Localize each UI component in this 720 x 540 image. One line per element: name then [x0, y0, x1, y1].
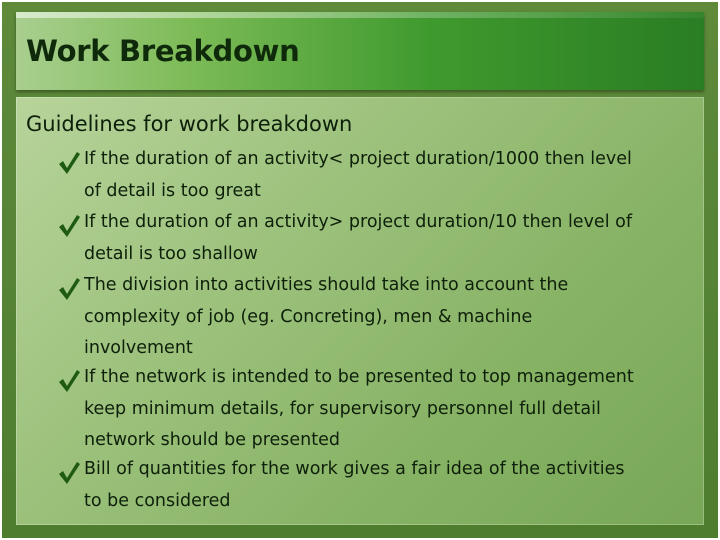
bullet-line: If the duration of an activity> project duration/10 then level of — [84, 212, 632, 232]
list-item — [60, 368, 696, 457]
check-mark-icon — [57, 460, 81, 486]
bullet-line: involvement — [84, 338, 193, 358]
bullet-line: detail is too shallow — [84, 243, 258, 264]
list-item — [60, 276, 696, 365]
list-item — [60, 150, 696, 207]
bullet-line: network should be presented — [84, 430, 341, 450]
list-item — [60, 460, 696, 517]
bullet-line: If the network is intended to be presented to top management — [84, 367, 634, 387]
page-title: Work Breakdown — [26, 34, 300, 68]
bullet-line: to be considered — [84, 490, 231, 511]
subheading: Guidelines for work breakdown — [26, 112, 353, 136]
check-mark-icon — [57, 368, 81, 394]
list-item — [60, 213, 696, 270]
check-mark-icon — [57, 276, 81, 302]
bullet-line: Bill of quantities for the work gives a fair idea of the activities — [84, 459, 625, 479]
bullet-line: keep minimum details, for supervisory personnel full detail — [84, 398, 601, 419]
bullet-line: The division into activities should take into account the — [84, 275, 569, 295]
bullet-line: complexity of job (eg. Concreting), men & machine — [84, 306, 533, 327]
bullet-line: If the duration of an activity< project duration/1000 then level — [84, 149, 632, 169]
check-mark-icon — [57, 213, 81, 239]
title-bar — [16, 12, 704, 90]
bullet-line: of detail is too great — [84, 180, 261, 201]
content-panel — [16, 97, 704, 525]
check-mark-icon — [57, 150, 81, 176]
